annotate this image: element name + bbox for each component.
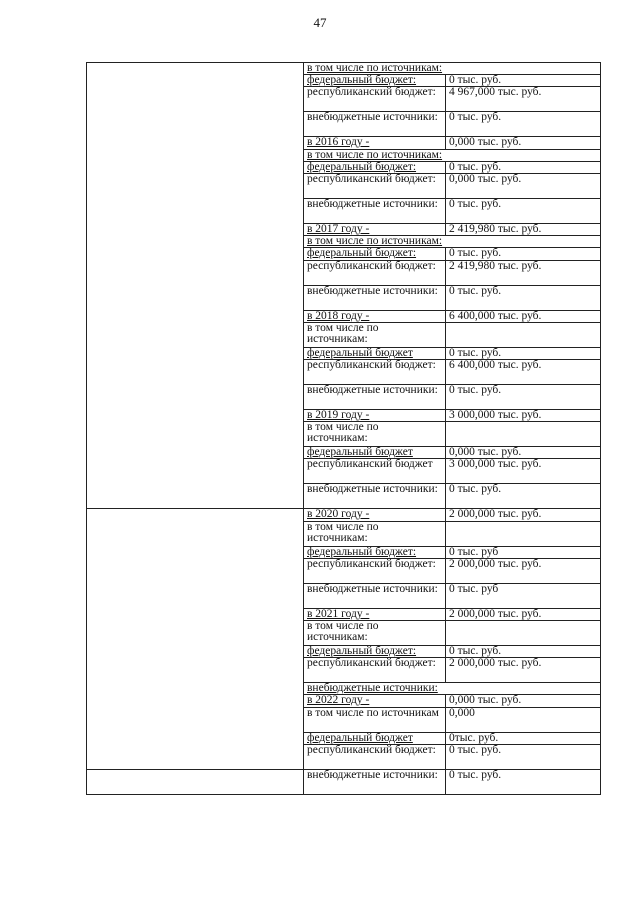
row-value: 0,000 тыс. руб. bbox=[446, 447, 601, 459]
row-label: в 2021 году - bbox=[304, 608, 446, 620]
row-label: федеральный бюджет: bbox=[304, 161, 446, 173]
row-value: 2 000,000 тыс. руб. bbox=[446, 658, 601, 683]
left-column-cell bbox=[87, 769, 304, 794]
row-value bbox=[446, 422, 601, 447]
row-value: 0 тыс. руб. bbox=[446, 347, 601, 359]
row-label: республиканский бюджет: bbox=[304, 658, 446, 683]
row-value: 2 000,000 тыс. руб. bbox=[446, 509, 601, 521]
row-label: республиканский бюджет: bbox=[304, 87, 446, 112]
row-label: внебюджетные источники: bbox=[304, 769, 446, 794]
row-label: в 2022 году - bbox=[304, 695, 446, 707]
row-label: республиканский бюджет: bbox=[304, 558, 446, 583]
row-label: федеральный бюджет: bbox=[304, 546, 446, 558]
row-value bbox=[446, 322, 601, 347]
left-column-cell bbox=[87, 63, 304, 509]
row-value: 6 400,000 тыс. руб. bbox=[446, 360, 601, 385]
row-label: в 2016 году - bbox=[304, 137, 446, 149]
row-value: 0тыс. руб. bbox=[446, 732, 601, 744]
row-value: 0,000 тыс. руб. bbox=[446, 174, 601, 199]
row-label: республиканский бюджет: bbox=[304, 744, 446, 769]
row-label: федеральный бюджет bbox=[304, 347, 446, 359]
left-column-cell bbox=[87, 509, 304, 769]
row-label: республиканский бюджет bbox=[304, 459, 446, 484]
row-value: 0 тыс. руб. bbox=[446, 769, 601, 794]
row-value: 2 000,000 тыс. руб. bbox=[446, 558, 601, 583]
row-label: федеральный бюджет bbox=[304, 732, 446, 744]
row-value: 0 тыс. руб. bbox=[446, 199, 601, 224]
row-label: республиканский бюджет: bbox=[304, 260, 446, 285]
row-label: в 2019 году - bbox=[304, 410, 446, 422]
row-value: 0,000 тыс. руб. bbox=[446, 137, 601, 149]
row-label: федеральный бюджет bbox=[304, 447, 446, 459]
table-row bbox=[87, 769, 601, 794]
row-label: в том числе по источникам: bbox=[304, 422, 446, 447]
row-value: 3 000,000 тыс. руб. bbox=[446, 459, 601, 484]
row-label: в том числе по источникам: bbox=[304, 322, 446, 347]
row-value bbox=[446, 521, 601, 546]
funding-table bbox=[86, 62, 601, 795]
row-label: внебюджетные источники: bbox=[304, 112, 446, 137]
row-label: республиканский бюджет: bbox=[304, 360, 446, 385]
row-label: республиканский бюджет: bbox=[304, 174, 446, 199]
row-label: внебюджетные источники: bbox=[304, 484, 446, 509]
row-value: 0 тыс. руб. bbox=[446, 285, 601, 310]
row-label: внебюджетные источники: bbox=[304, 683, 601, 695]
row-value: 0 тыс. руб. bbox=[446, 112, 601, 137]
row-label: в том числе по источникам: bbox=[304, 621, 446, 646]
table-row bbox=[87, 509, 601, 521]
row-label: в 2018 году - bbox=[304, 310, 446, 322]
table-row bbox=[87, 63, 601, 75]
row-value: 0 тыс. руб bbox=[446, 583, 601, 608]
row-label: в 2020 году - bbox=[304, 509, 446, 521]
row-value: 2 419,980 тыс. руб. bbox=[446, 260, 601, 285]
row-label: внебюджетные источники: bbox=[304, 285, 446, 310]
row-value: 2 000,000 тыс. руб. bbox=[446, 608, 601, 620]
row-value: 4 967,000 тыс. руб. bbox=[446, 87, 601, 112]
row-value: 0 тыс. руб. bbox=[446, 161, 601, 173]
row-label: в том числе по источникам: bbox=[304, 63, 601, 75]
row-label: в том числе по источникам: bbox=[304, 521, 446, 546]
row-label: в 2017 году - bbox=[304, 224, 446, 236]
row-label: федеральный бюджет: bbox=[304, 75, 446, 87]
row-value: 0 тыс. руб. bbox=[446, 744, 601, 769]
row-label: внебюджетные источники: bbox=[304, 385, 446, 410]
row-value: 0 тыс. руб. bbox=[446, 248, 601, 260]
row-label: федеральный бюджет: bbox=[304, 646, 446, 658]
row-value: 0 тыс. руб. bbox=[446, 646, 601, 658]
row-value: 0 тыс. руб. bbox=[446, 385, 601, 410]
row-value: 3 000,000 тыс. руб. bbox=[446, 410, 601, 422]
row-value: 0 тыс. руб bbox=[446, 546, 601, 558]
row-value bbox=[446, 621, 601, 646]
row-label: федеральный бюджет: bbox=[304, 248, 446, 260]
row-label: внебюджетные источники: bbox=[304, 199, 446, 224]
row-label: в том числе по источникам bbox=[304, 707, 446, 732]
page-number: 47 bbox=[313, 15, 327, 30]
row-value: 0 тыс. руб. bbox=[446, 484, 601, 509]
row-value: 6 400,000 тыс. руб. bbox=[446, 310, 601, 322]
row-label: в том числе по источникам: bbox=[304, 149, 601, 161]
row-label: в том числе по источникам: bbox=[304, 236, 601, 248]
row-value: 0,000 тыс. руб. bbox=[446, 695, 601, 707]
row-label: внебюджетные источники: bbox=[304, 583, 446, 608]
row-value: 2 419,980 тыс. руб. bbox=[446, 224, 601, 236]
row-value: 0,000 bbox=[446, 707, 601, 732]
row-value: 0 тыс. руб. bbox=[446, 75, 601, 87]
